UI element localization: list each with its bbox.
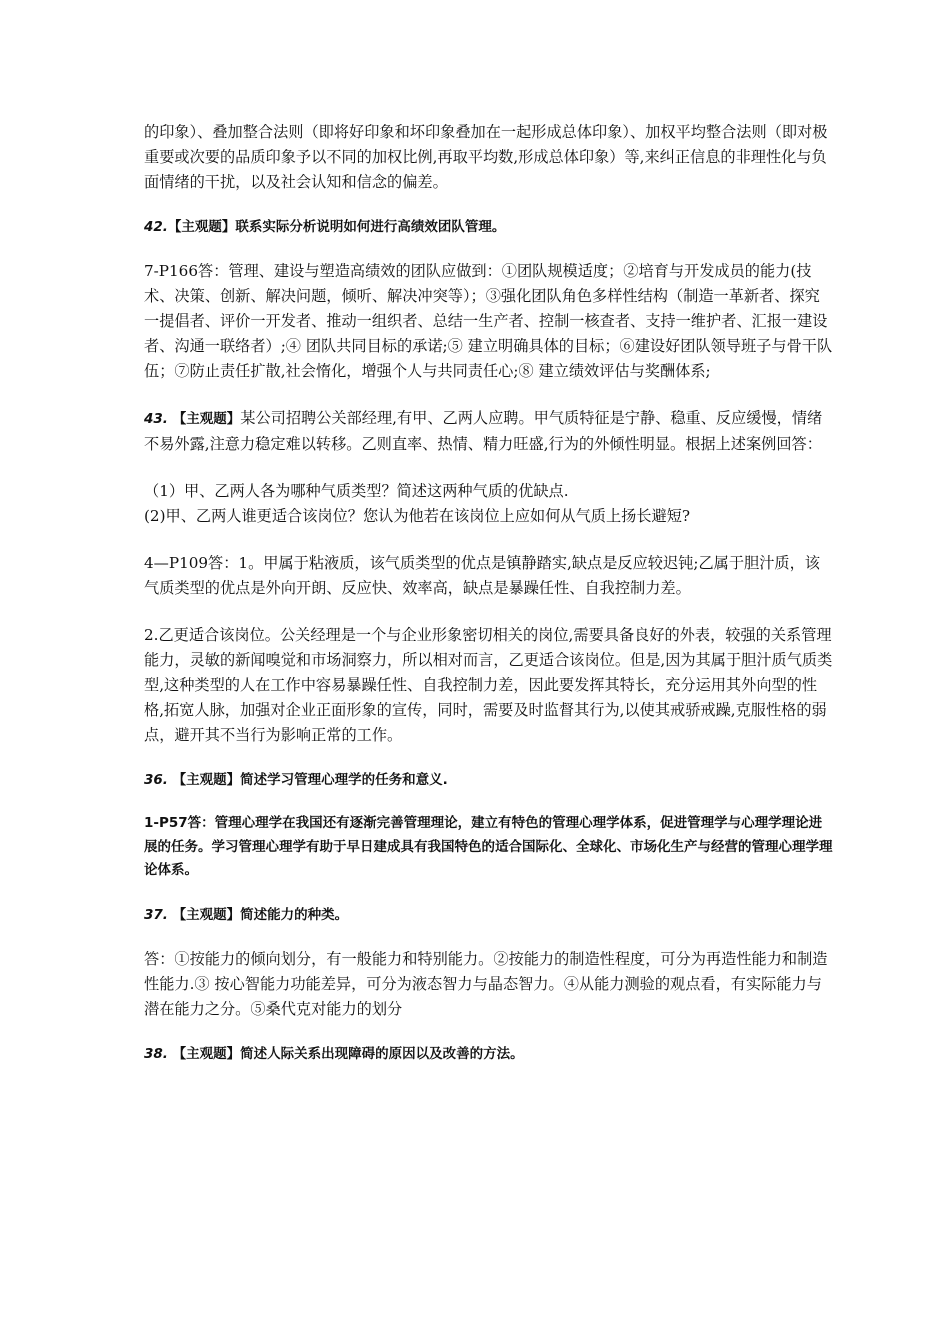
question-text: 【主观题】简述人际关系出现障碍的原因以及改善的方法。 bbox=[172, 1045, 524, 1062]
answer-43-part-2: 2.乙更适合该岗位。公关经理是一个与企业形象密切相关的岗位,需要具备良好的外表，较强的关系管理能力，灵敏的新闻嗅觉和市场洞察力，所以相对而言，乙更适合该岗位。但是,因为其属于胆汁质气质类型,这种类型的人在工作中容易暴躁任性、自我控制力差，因此要发挥其特长，充分运用其外向型的性格,拓宽人脉，加强对企业正面形象的宣传，同时，需要及时监督其行为,以使其戒骄戒躁,克服性格的弱点，避开其不当行为影响正常的工作。 bbox=[144, 626, 833, 744]
document-body bbox=[144, 120, 834, 1064]
question-number: 38. bbox=[144, 1045, 168, 1062]
question-text: 某公司招聘公关部经理,有甲、乙两人应聘。甲气质特征是宁静、稳重、反应缓慢，情绪不易外露,注意力稳定难以转移。乙则直率、热情、精力旺盛,行为的外倾性明显。根据上述案例回答： bbox=[144, 409, 823, 453]
answer-37: 答：①按能力的倾向划分，有一般能力和特别能力。②按能力的制造性程度，可分为再造性能力和制造性能力.③ 按心智能力功能差异，可分为液态智力与晶态智力。④从能力测验的观点看，有实际能力与潜在能力之分。⑤桑代克对能力的划分 bbox=[144, 949, 828, 1018]
question-tag: 【主观题】 bbox=[172, 411, 241, 427]
question-43-sub-1: （1）甲、乙两人各为哪种气质类型？简述这两种气质的优缺点. bbox=[144, 482, 569, 500]
question-text: 【主观题】联系实际分析说明如何进行高绩效团队管理。 bbox=[167, 219, 506, 235]
question-text: 【主观题】简述学习管理心理学的任务和意义. bbox=[172, 772, 448, 788]
question-42 bbox=[144, 217, 834, 237]
question-37 bbox=[144, 905, 834, 925]
answer-42: 7-P166答：管理、建设与塑造高绩效的团队应做到：①团队规模适度；②培育与开发成员的能力(技术、决策、创新、解决问题，倾听、解决冲突等）；③强化团队角色多样性结构（制造一革新者、探究一提倡者、评价一开发者、推动一组织者、总结一生产者、控制一核查者、支持一维护者、汇报一建设者、沟通一联络者）;④ 团队共同目标的承诺;⑤ 建立明确具体的目标；⑥建设好团队领导班子与骨干队伍；⑦防止责任扩散,社会惰化，增强个人与共同责任心;⑧ 建立绩效评估与奖酬体系; bbox=[144, 262, 833, 380]
answer-43-part-1: 4—P109答：1。甲属于粘液质，该气质类型的优点是镇静踏实,缺点是反应较迟钝;乙属于胆汁质，该气质类型的优点是外向开朗、反应快、效率高，缺点是暴躁任性、自我控制力差。 bbox=[144, 554, 820, 597]
question-43 bbox=[144, 406, 834, 457]
question-number: 37. bbox=[144, 906, 168, 923]
question-number: 36. bbox=[144, 772, 168, 788]
question-number: 42. bbox=[144, 219, 168, 235]
question-number: 43. bbox=[144, 411, 168, 427]
question-43-sub-2: (2)甲、乙两人谁更适合该岗位？您认为他若在该岗位上应如何从气质上扬长避短? bbox=[144, 507, 691, 525]
question-text: 【主观题】简述能力的种类。 bbox=[172, 906, 349, 923]
intro-paragraph: 的印象）、叠加整合法则（即将好印象和坏印象叠加在一起形成总体印象）、加权平均整合法则（即对极重要或次要的品质印象予以不同的加权比例,再取平均数,形成总体印象）等,来纠正信息的非理性化与负面情绪的干扰，以及社会认知和信念的偏差。 bbox=[144, 123, 828, 191]
question-36 bbox=[144, 770, 834, 790]
answer-36: 1-P57答：管理心理学在我国还有逐渐完善管理理论，建立有特色的管理心理学体系，促进管理学与心理学理论进展的任务。学习管理心理学有助于早日建成具有我国特色的适合国际化、全球化、市场化生产与经营的管理心理学理论体系。 bbox=[144, 815, 833, 878]
question-38 bbox=[144, 1044, 834, 1064]
